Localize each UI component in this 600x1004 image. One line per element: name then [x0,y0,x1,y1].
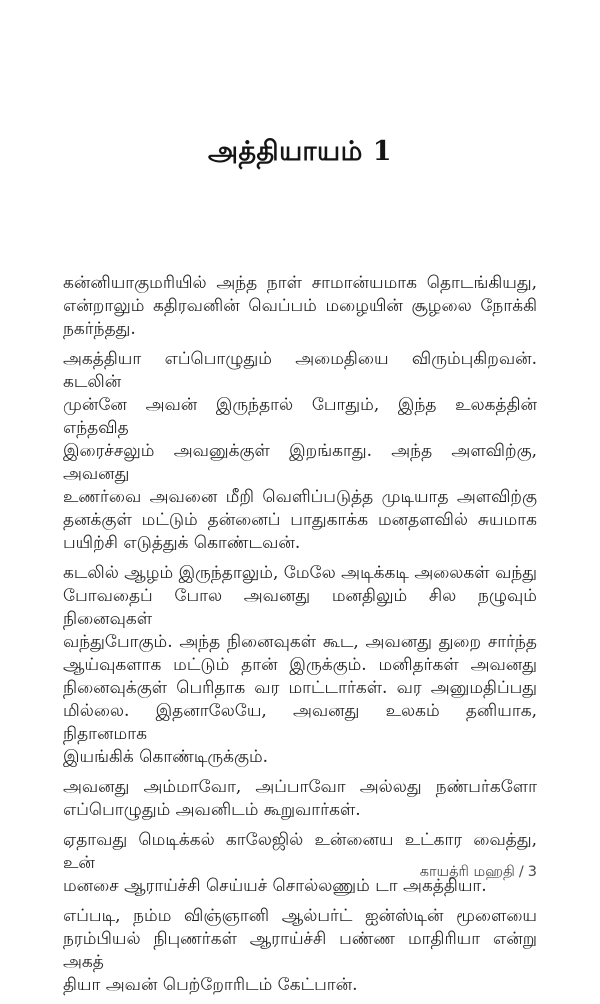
text-line: எப்படி, நம்ம விஞ்ஞானி ஆல்பர்ட் ஐன்ஸ்டின் மூளையை [63,906,537,926]
text-line: கடலில் ஆழம் இருந்தாலும், மேலே அடிக்கடி அலைகள் வந்து [63,563,537,583]
text-line: மில்லை. இதனாலேயே, அவனது உலகம் தனியாக, நிதானமாக [63,701,537,744]
text-line: என்றாலும் கதிரவனின் வெப்பம் மழையின் சூழலை நோக்கி [63,296,537,316]
text-line: மனசை ஆராய்ச்சி செய்யச் சொல்லணும் டா அகத்தியா. [63,876,487,896]
running-title: காயத்ரி மஹதி [419,864,515,880]
text-line: ஆய்வுகளாக மட்டும் தான் இருக்கும். மனிதர்கள் அவனது [63,655,537,675]
text-line: வந்துபோகும். அந்த நினைவுகள் கூட, அவனது துறை சார்ந்த [63,632,537,652]
page-number: 3 [527,864,537,880]
text-line: தியா அவன் பெற்றோரிடம் கேட்பான். [63,975,358,995]
text-line: நகர்ந்தது. [63,319,136,339]
paragraph [63,776,537,822]
text-line: முன்னே அவன் இருந்தால் போதும், இந்த உலகத்தின் எந்தவித [63,395,537,438]
text-line: கன்னியாகுமரியில் அந்த நாள் சாமான்யமாக தொடங்கியது, [63,273,537,293]
text-line: இயங்கிக் கொண்டிருக்கும். [63,747,269,767]
footer-separator: / [518,864,524,880]
text-line: எப்பொழுதும் அவனிடம் கூறுவார்கள். [63,800,361,820]
paragraph [63,905,537,997]
paragraph [63,272,537,341]
text-line: தனக்குள் மட்டும் தன்னைப் பாதுகாக்க மனதளவில் சுயமாக [63,510,537,530]
text-line: ஏதாவது மெடிக்கல் காலேஜில் உன்னைய உட்கார வைத்து, உன் [63,830,537,873]
text-line: பயிற்சி எடுத்துக் கொண்டவன். [63,533,301,553]
text-line: அவனது அம்மாவோ, அப்பாவோ அல்லது நண்பர்களோ [63,777,537,797]
chapter-heading: அத்தியாயம் 1 [207,136,393,167]
page-body [63,272,537,1004]
paragraph [63,562,537,769]
paragraph [63,348,537,555]
text-line: நினைவுக்குள் பெரிதாக வர மாட்டார்கள். வர அனுமதிப்பது [63,678,537,698]
text-line: இரைச்சலும் அவனுக்குள் இறங்காது. அந்த அளவிற்கு, அவனது [63,441,537,484]
text-line: உணர்வை அவனை மீறி வெளிப்படுத்த முடியாத அளவிற்கு [63,487,537,507]
text-line: போவதைப் போல அவனது மனதிலும் சில நழுவும் நினைவுகள் [63,586,537,629]
page-footer [420,862,537,882]
text-line: அகத்தியா எப்பொழுதும் அமைதியை விரும்புகிறவன். கடலின் [63,349,537,392]
text-line: நரம்பியல் நிபுணர்கள் ஆராய்ச்சி பண்ண மாதிரியா என்று அகத் [63,929,537,972]
